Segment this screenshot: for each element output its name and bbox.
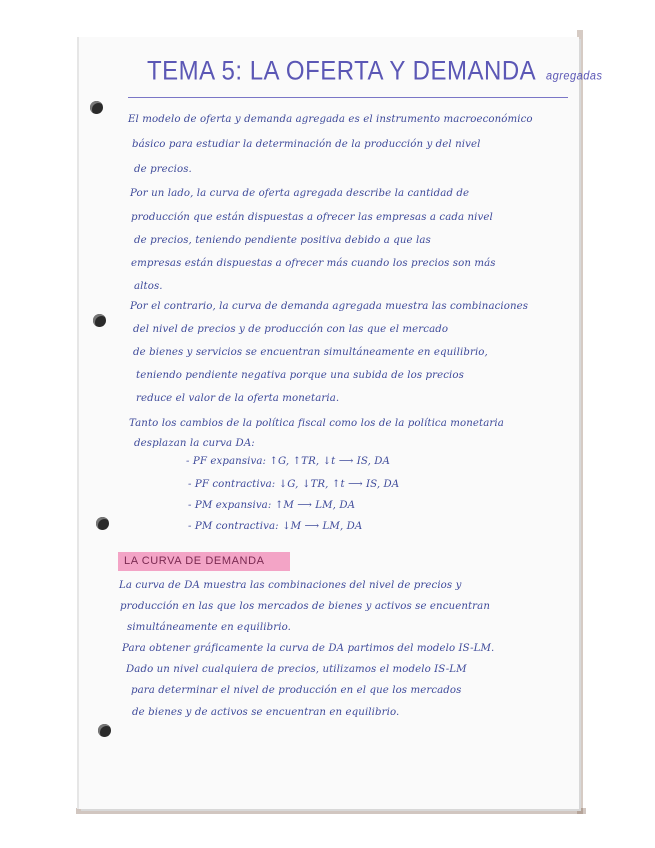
text-line: reduce el valor de la oferta monetaria.	[136, 393, 340, 404]
title-suffix: agregadas	[546, 69, 603, 83]
text-line: de bienes y servicios se encuentran simultáneamente en equilibrio,	[133, 347, 488, 358]
section-heading: LA CURVA DE DEMANDA	[124, 555, 265, 567]
text-line: básico para estudiar la determinación de la producción y del nivel	[132, 139, 481, 150]
binder-hole-icon	[90, 101, 103, 114]
text-line: Por el contrario, la curva de demanda agregada muestra las combinaciones	[130, 301, 529, 312]
list-item: - PM contractiva: ↓M ⟶ LM, DA	[188, 521, 363, 532]
text-line: La curva de DA muestra las combinaciones del nivel de precios y	[119, 580, 462, 591]
text-line: de bienes y de activos se encuentran en equilibrio.	[132, 707, 400, 718]
text-line: empresas están dispuestas a ofrecer más cuando los precios son más	[131, 258, 496, 269]
text-line: simultáneamente en equilibrio.	[127, 622, 291, 633]
text-line: Para obtener gráficamente la curva de DA partimos del modelo IS-LM.	[122, 643, 495, 654]
text-line: de precios, teniendo pendiente positiva debido a que las	[134, 235, 431, 246]
text-line: producción que están dispuestas a ofrecer las empresas a cada nivel	[131, 212, 493, 223]
binder-hole-icon	[96, 517, 109, 530]
text-line: desplazan la curva DA:	[134, 438, 255, 449]
text-line: producción en las que los mercados de bienes y activos se encuentran	[120, 601, 490, 612]
text-line: Dado un nivel cualquiera de precios, utilizamos el modelo IS-LM	[126, 664, 467, 675]
binder-hole-icon	[93, 314, 106, 327]
title-underline	[128, 97, 568, 98]
list-item: - PM expansiva: ↑M ⟶ LM, DA	[188, 500, 356, 511]
text-line: altos.	[134, 281, 163, 292]
title-main: TEMA 5: LA OFERTA Y DEMANDA	[147, 56, 535, 87]
text-line: Por un lado, la curva de oferta agregada describe la cantidad de	[130, 188, 470, 199]
text-line: El modelo de oferta y demanda agregada es el instrumento macroeconómico	[128, 114, 533, 125]
text-line: teniendo pendiente negativa porque una subida de los precios	[136, 370, 464, 381]
text-line: para determinar el nivel de producción en el que los mercados	[131, 685, 462, 696]
list-item: - PF expansiva: ↑G, ↑TR, ↓t ⟶ IS, DA	[186, 456, 390, 467]
text-line: de precios.	[134, 164, 192, 175]
list-item: - PF contractiva: ↓G, ↓TR, ↑t ⟶ IS, DA	[188, 479, 400, 490]
text-line: Tanto los cambios de la política fiscal como los de la política monetaria	[129, 418, 504, 429]
page-title	[147, 56, 603, 87]
text-line: del nivel de precios y de producción con las que el mercado	[133, 324, 449, 335]
binder-hole-icon	[98, 724, 111, 737]
